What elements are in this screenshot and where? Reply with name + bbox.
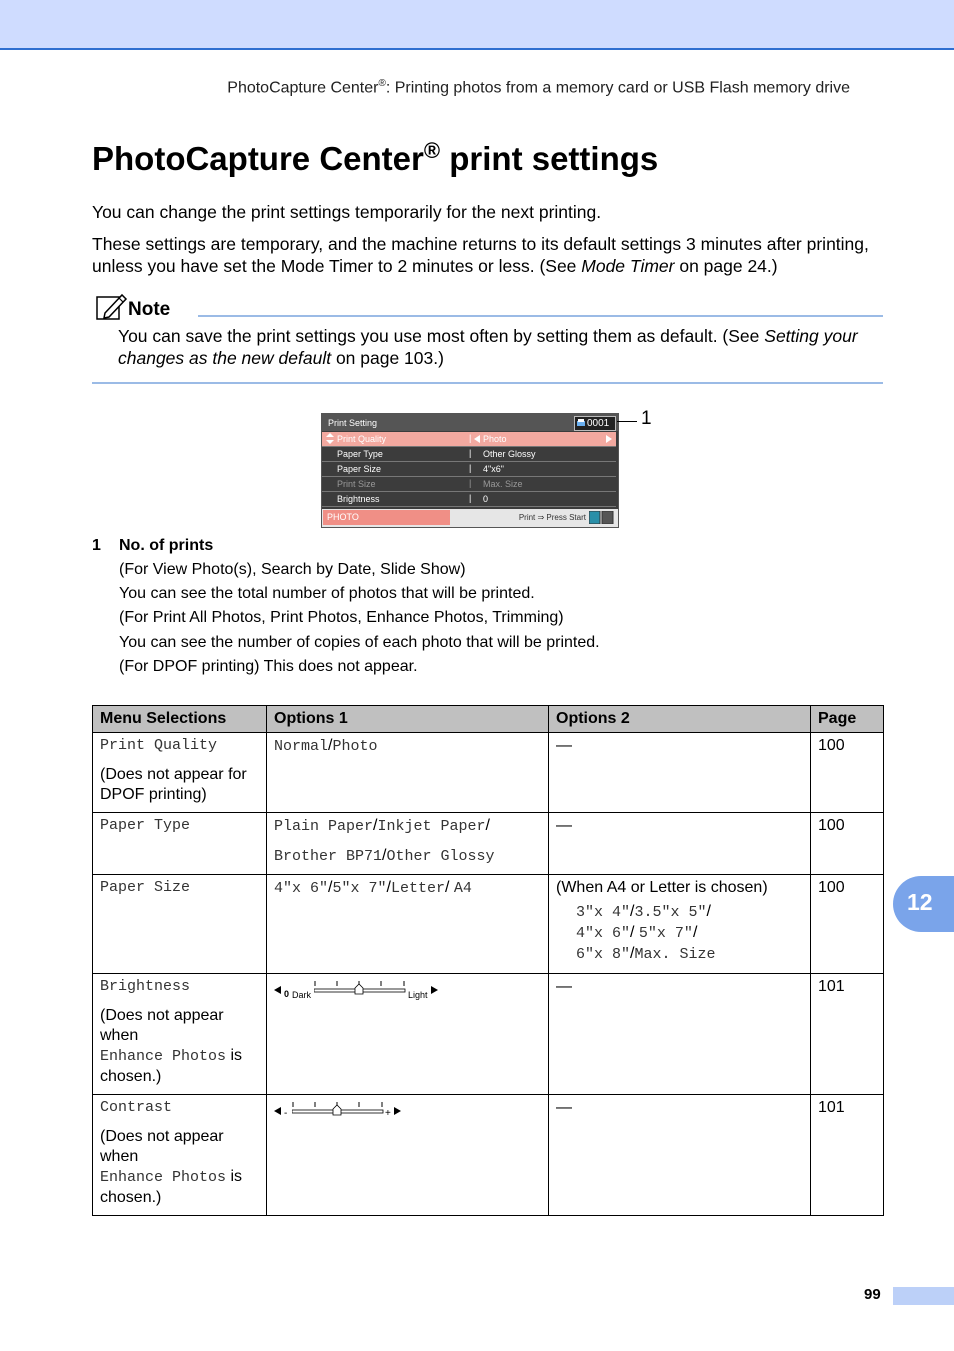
definition-term: No. of prints bbox=[119, 537, 214, 554]
note-title: Note bbox=[128, 299, 171, 320]
page-cell: 100 bbox=[811, 875, 884, 974]
lcd-hint: Print ⇒ Press Start bbox=[518, 513, 586, 522]
running-header: PhotoCapture Center®: Printing photos from a memory card or USB Flash memory drive bbox=[227, 78, 850, 97]
header-options-2: Options 2 bbox=[549, 706, 811, 733]
menu-cell: Print Quality (Does not appear for DPOF printing) bbox=[93, 733, 267, 813]
up-down-arrow-icon bbox=[326, 433, 334, 444]
left-arrow-icon bbox=[474, 435, 480, 443]
table-row bbox=[93, 733, 884, 813]
page-title: PhotoCapture Center® print settings bbox=[92, 138, 659, 177]
lcd-buttons-icon bbox=[589, 511, 615, 524]
contrast-slider-track bbox=[292, 1098, 384, 1120]
page-number: 99 bbox=[864, 1286, 881, 1303]
definition-number: 1 bbox=[92, 537, 101, 554]
table-row bbox=[93, 875, 884, 974]
contrast-slider: - + bbox=[274, 1098, 541, 1120]
header-page: Page bbox=[811, 706, 884, 733]
definition-line: (For DPOF printing) This does not appear. bbox=[119, 658, 418, 675]
printer-icon bbox=[576, 418, 586, 429]
lcd-mode-label: PHOTO bbox=[323, 510, 450, 525]
options1-cell: Plain Paper/Inkjet Paper/ Brother BP71/Other Glossy bbox=[267, 813, 549, 875]
table-row bbox=[93, 1095, 884, 1216]
page-cell: 101 bbox=[811, 974, 884, 1095]
page-cell: 100 bbox=[811, 813, 884, 875]
options1-cell: 4"x 6"/5"x 7"/Letter/ A4 bbox=[267, 875, 549, 974]
right-arrow-icon bbox=[606, 435, 612, 443]
lcd-row-paper-size[interactable]: Paper Size | 4"x6" bbox=[322, 462, 616, 477]
table-header-row bbox=[93, 706, 884, 733]
lcd-row-brightness[interactable]: Brightness | 0 bbox=[322, 492, 616, 507]
definition-line: (For View Photo(s), Search by Date, Slide Show) bbox=[119, 561, 466, 578]
lcd-screen bbox=[321, 413, 619, 528]
lcd-footer bbox=[322, 509, 618, 527]
callout-line bbox=[617, 421, 637, 422]
definition-line: You can see the total number of photos that will be printed. bbox=[119, 585, 535, 602]
intro-paragraph-1: You can change the print settings temporarily for the next printing. bbox=[92, 202, 602, 222]
menu-cell: Paper Type bbox=[93, 813, 267, 875]
menu-cell: Contrast (Does not appear when Enhance Photos is chosen.) bbox=[93, 1095, 267, 1216]
settings-table bbox=[92, 705, 884, 1216]
definition-line: You can see the number of copies of each photo that will be printed. bbox=[119, 634, 600, 651]
options2-cell: (When A4 or Letter is chosen) 3"x 4"/3.5"x 5"/ 4"x 6"/ 5"x 7"/ 6"x 8"/Max. Size bbox=[549, 875, 811, 974]
menu-cell: Brightness (Does not appear when Enhance Photos is chosen.) bbox=[93, 974, 267, 1095]
intro-paragraph-2: These settings are temporary, and the machine returns to its default settings 3 minutes after printing, unless you have set the Mode Timer to 2 minutes or less. (See Mode Timer on page 24.) bbox=[92, 234, 869, 276]
note-text: You can save the print settings you use most often by setting them as default. (See Setting your changes as the new default on page 103.) bbox=[118, 326, 858, 368]
page-cell: 101 bbox=[811, 1095, 884, 1216]
note-box bbox=[92, 291, 883, 384]
print-counter: 0001 bbox=[574, 416, 616, 431]
left-arrow-icon bbox=[274, 1107, 282, 1115]
page-cell: 100 bbox=[811, 733, 884, 813]
lcd-row-print-size[interactable]: Print Size | Max. Size bbox=[322, 477, 616, 492]
options1-cell: Normal/Photo bbox=[267, 733, 549, 813]
header-options-1: Options 1 bbox=[267, 706, 549, 733]
definition-line: (For Print All Photos, Print Photos, Enhance Photos, Trimming) bbox=[119, 609, 564, 626]
lcd-row-paper-type[interactable]: Paper Type | Other Glossy bbox=[322, 447, 616, 462]
note-pencil-icon bbox=[94, 291, 128, 323]
page-number-band bbox=[893, 1287, 954, 1305]
options1-cell bbox=[267, 974, 549, 1095]
options2-cell: — bbox=[549, 813, 811, 875]
brightness-slider-track bbox=[314, 977, 406, 999]
header-menu-selections: Menu Selections bbox=[93, 706, 267, 733]
menu-cell: Paper Size bbox=[93, 875, 267, 974]
lcd-title: Print Setting bbox=[328, 418, 378, 428]
right-arrow-icon bbox=[430, 986, 438, 994]
brightness-slider: 0 Dark Light bbox=[274, 977, 541, 999]
options2-cell: — bbox=[549, 1095, 811, 1216]
note-divider bbox=[198, 315, 883, 317]
top-color-band bbox=[0, 0, 954, 50]
right-arrow-icon bbox=[393, 1107, 401, 1115]
lcd-row-print-quality[interactable]: Print Quality | Photo bbox=[322, 432, 616, 447]
options2-cell: — bbox=[549, 974, 811, 1095]
table-row bbox=[93, 974, 884, 1095]
left-arrow-icon bbox=[274, 986, 282, 994]
callout-number: 1 bbox=[641, 408, 652, 429]
lcd-title-bar bbox=[322, 414, 618, 431]
options1-cell bbox=[267, 1095, 549, 1216]
table-row bbox=[93, 813, 884, 875]
options2-cell: — bbox=[549, 733, 811, 813]
chapter-tab[interactable]: 12 bbox=[893, 876, 954, 932]
